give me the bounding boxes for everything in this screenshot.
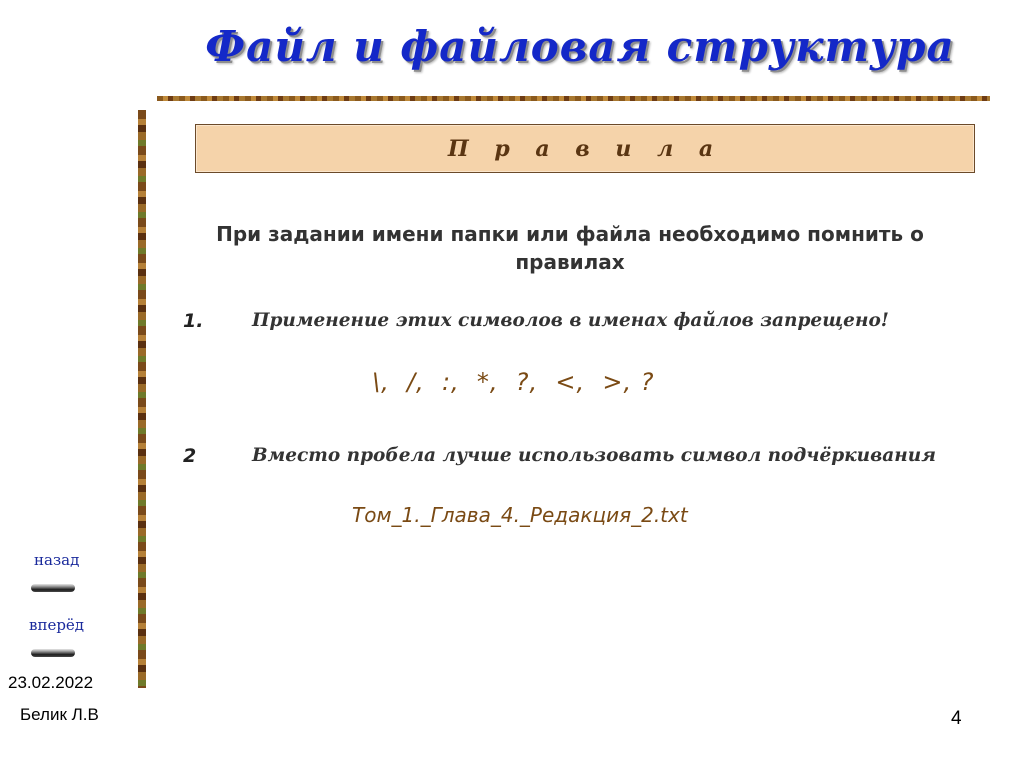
- rule-2-number: 2: [183, 445, 197, 467]
- back-button[interactable]: [31, 584, 75, 592]
- intro-text: При задании имени папки или файла необходимо помнить о правилах: [216, 222, 924, 274]
- rule-1-text: Применение этих символов в именах файлов запрещено!: [252, 310, 889, 331]
- rule-2-text: Вместо пробела лучше использовать символ подчёркивания: [252, 445, 936, 466]
- forbidden-symbols: \, /, :, *, ?, <, >, ?: [372, 368, 655, 396]
- footer-author: Белик Л.В: [20, 705, 99, 724]
- example-filename: Том_1._Глава_4._Редакция_2.txt: [352, 503, 688, 527]
- vertical-decorative-bar: [138, 110, 146, 688]
- horizontal-decorative-bar: [157, 96, 990, 101]
- rules-heading: П р а в и л а: [447, 135, 723, 162]
- slide-title: Файл и файловая структура: [205, 22, 955, 71]
- rules-heading-box: [195, 124, 975, 173]
- back-link[interactable]: назад: [34, 551, 80, 569]
- page-number: 4: [951, 708, 962, 729]
- forward-link[interactable]: вперёд: [29, 616, 85, 634]
- rule-1-number: 1.: [183, 310, 204, 332]
- forward-button[interactable]: [31, 649, 75, 657]
- footer-date: 23.02.2022: [8, 673, 94, 692]
